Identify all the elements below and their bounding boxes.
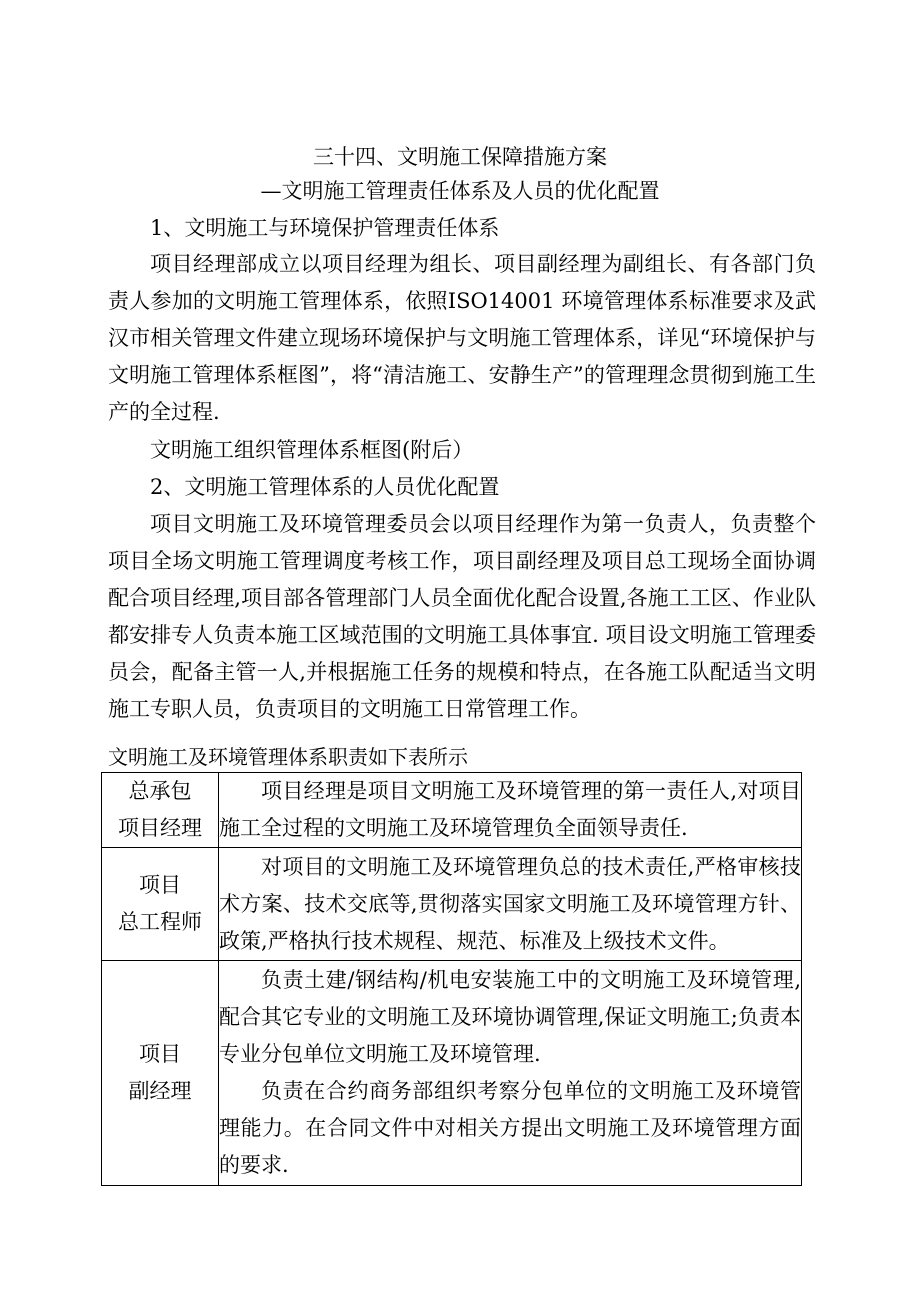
role-line: 项目经理	[118, 816, 202, 840]
role-line: 副经理	[128, 1079, 192, 1103]
role-line: 总工程师	[118, 910, 202, 934]
duty-cell	[219, 773, 802, 848]
section1-paragraph: 项目经理部成立以项目经理为组长、项目副经理为副组长、有各部门负责人参加的文明施工管理体系，依照ISO14001 环境管理体系标准要求及武汉市相关管理文件建立现场环境保护与文明施工管理体系，详见“环境保护与文明施工管理体系框图”，将“清洁施工、安静生产”的管理理念贯彻到施工生产的全过程.	[108, 252, 816, 424]
duty-table	[101, 772, 802, 1186]
duty-paragraph: 负责在合约商务部组织考察分包单位的文明施工及环境管理能力。在合同文件中对相关方提出文明施工及环境管理方面的要求.	[219, 1079, 801, 1177]
document-subtitle: —文明施工管理责任体系及人员的优化配置	[260, 179, 660, 203]
role-line: 项目	[139, 1042, 181, 1066]
role-line: 项目	[139, 873, 181, 897]
section1-heading: 1、文明施工与环境保护管理责任体系	[150, 216, 500, 240]
section1-note: 文明施工组织管理体系框图(附后）	[150, 438, 474, 462]
role-cell	[102, 773, 219, 848]
duty-paragraph: 负责土建/钢结构/机电安装施工中的文明施工及环境管理,配合其它专业的文明施工及环境协调管理,保证文明施工;负责本专业分包单位文明施工及环境管理.	[219, 968, 801, 1066]
duty-cell	[219, 848, 802, 961]
role-cell	[102, 848, 219, 961]
table-row	[102, 961, 802, 1186]
duty-paragraph: 对项目的文明施工及环境管理负总的技术责任,严格审核技术方案、技术交底等,贯彻落实国家文明施工及环境管理方针、政策,严格执行技术规程、规范、标准及上级技术文件。	[219, 854, 801, 953]
duty-paragraph: 项目经理是项目文明施工及环境管理的第一责任人,对项目施工全过程的文明施工及环境管理负全面领导责任.	[219, 779, 801, 840]
role-line: 总承包	[128, 779, 192, 803]
table-row	[102, 773, 802, 848]
table-row	[102, 848, 802, 961]
document-title: 三十四、文明施工保障措施方案	[313, 145, 607, 169]
duty-cell	[219, 961, 802, 1186]
role-cell	[102, 961, 219, 1186]
table-caption: 文明施工及环境管理体系职责如下表所示	[108, 745, 468, 769]
section2-paragraph: 项目文明施工及环境管理委员会以项目经理作为第一负责人，负责整个项目全场文明施工管理调度考核工作，项目副经理及项目总工现场全面协调配合项目经理,项目部各管理部门人员全面优化配合设置,各施工工区、作业队都安排专人负责本施工区域范围的文明施工具体事宜. 项目设文明施工管理委员会，配备主管一人,并根据施工任务的规模和特点，在各施工队配适当文明施工专职人员，负责项目的文明施工日常管理工作。	[108, 512, 816, 721]
section2-heading: 2、文明施工管理体系的人员优化配置	[150, 475, 500, 499]
